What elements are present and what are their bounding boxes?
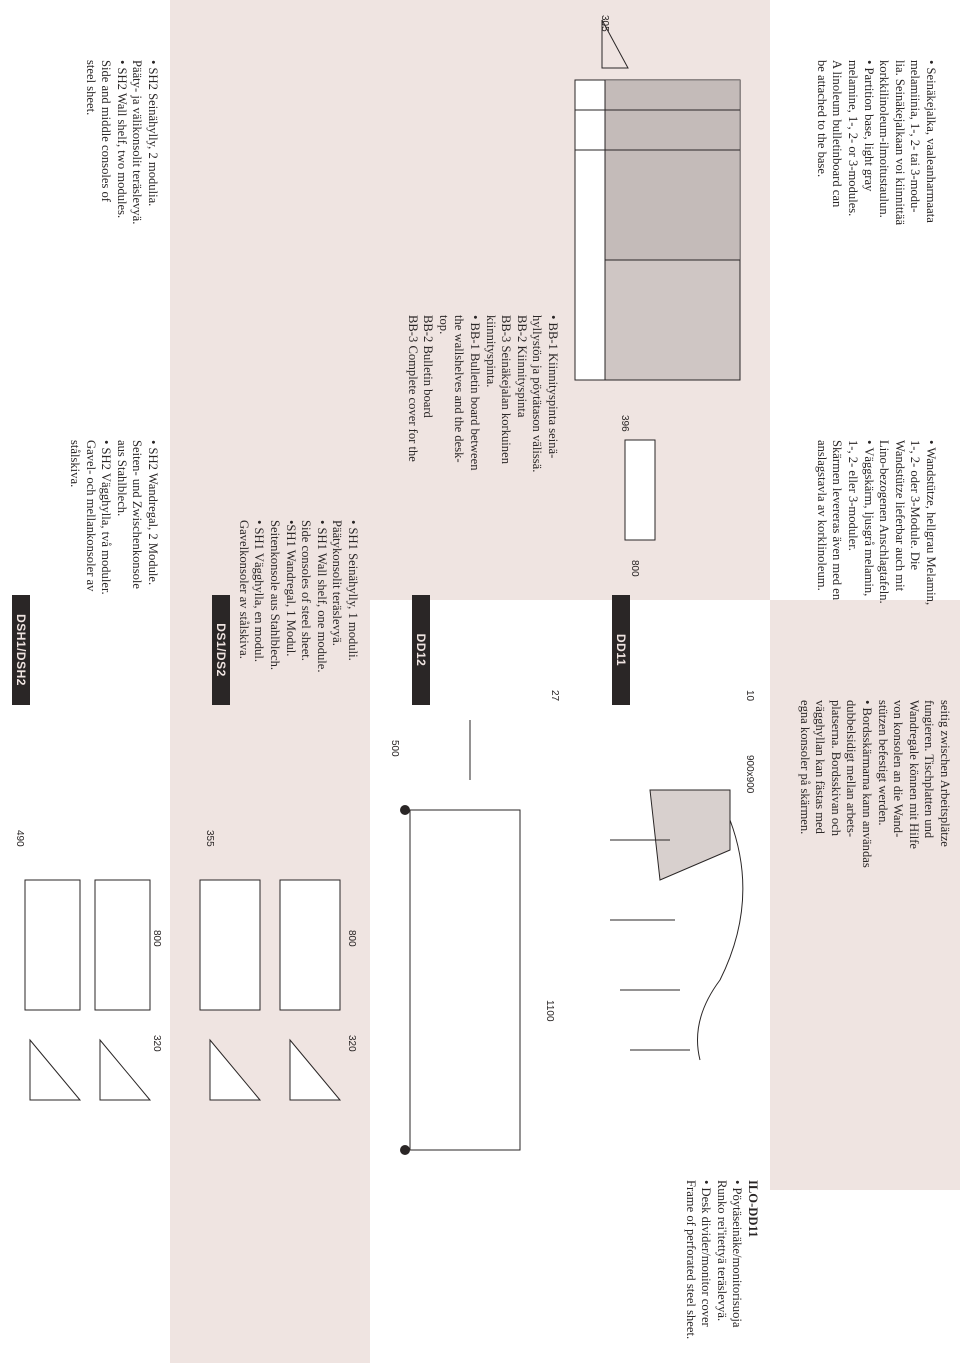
- dim-800-dsh: 800: [151, 930, 162, 947]
- dim-305: 305: [599, 15, 610, 32]
- dim-10: 10: [744, 690, 755, 702]
- dd11-text-col1: • Seinäkejalka, vaaleanharmaata melamiinia, 1-, 2- tai 3-modu- lia. Seinäkejalkaan voi kiinnittää korkkilinoleum-ilmoitustaulun. • Partition base, light gray melamine, 1-, 2- or 3-modules. A linoleum bulletinboard can be attached to the base.: [814, 60, 938, 226]
- dd11-drawing: [570, 760, 770, 1180]
- dd12-label: DD12: [412, 595, 430, 705]
- partition-side-view: [615, 400, 675, 550]
- dim-900x900: 900x900: [744, 755, 755, 794]
- dim-320-ds: 320: [346, 1035, 357, 1052]
- dsh-text-col2: • SH2 Wandregal, 2 Module. Seiten- und Zwischenkonsole aus Stahlblech. • SH2 Vägghylla, två moduler. Gavel- och mellankonsoler av stålskiva.: [68, 440, 160, 595]
- dim-355: 355: [204, 830, 215, 847]
- dim-27: 27: [549, 690, 560, 702]
- dd11-text-col3: seitig zwischen Arbeitsplätze fungieren. Tischplatten und Wandregale können mit Hilfe von konsolen an die Wand- stützen befestigt werden. • Bordsskärmarna kann användas dubbelsidigt mellan arbets- platserna. Bordsskivan och vägghyllan kan fästas med egna konsoler på skärmen.: [797, 700, 952, 868]
- ds-drawing: [180, 800, 350, 1220]
- section-dd12-pink: [370, 0, 570, 600]
- dim-800-ds: 800: [346, 930, 357, 947]
- dim-490: 490: [14, 830, 25, 847]
- dd12-drawing: [390, 700, 540, 1180]
- ds-text: • SH1 Seinähylly, 1 moduli. Päätykonsolit teräslevyä. • SH1 Wall shelf, one module. Side consoles of steel sheet. •SH1 Wandregal, 1 Modul. Seitenkonsole aus Stahlblech. • SH1 Vägghylla, en modul. Gavelkonsoler av stålskiva.: [236, 520, 360, 673]
- dim-320-dsh: 320: [151, 1035, 162, 1052]
- section-dd11-pink: [770, 600, 960, 1190]
- dd11-text-col2: • Wandstütze, hellgrau Melamin, 1-, 2- oder 3-Module. Die Wandstütze lieferbar auch mit Lino-bezogenen Anschlagtafeln. • Väggskärm, ljusgrå melamin, 1-, 2- eller 3-moduler. Skärmen levereras även med en anslagstavla av korklinoleum.: [814, 440, 938, 606]
- dim-1100: 1100: [544, 1000, 555, 1022]
- dim-800: 800: [629, 560, 640, 577]
- dsh-drawing: [10, 800, 160, 1220]
- partition-foot-icon: [600, 18, 630, 78]
- dd11-label: DD11: [612, 595, 630, 705]
- ilo-dd11-block: ILO-DD11 • Pöytäseinäke/monitorisuoja Runko rei'itettyä teräslevyä. • Desk divider/monitor cover Frame of perforated steel sheet.: [683, 1180, 760, 1340]
- dim-396: 396: [619, 415, 630, 432]
- ds-label: DS1/DS2: [212, 595, 230, 705]
- dsh-label: DSH1/DSH2: [12, 595, 30, 705]
- dd12-text: • BB-1 Kiinnityspinta seinä- hyllystön ja pöytätason välissä. BB-2 Kiinnityspinta BB-3 Seinäkejalan korkuinen kiinnityspinta. • BB-1 Bulletin board between the wallshelves and the desk- top. BB-2 Bulletin board BB-3 Complete cover for the: [405, 315, 560, 473]
- dim-500: 500: [389, 740, 400, 757]
- dsh-text-col1: • SH2 Seinähylly, 2 modulia. Pääty- ja välikonsolit teräslevyä. • SH2 Wall shelf, two modules. Side and middle consoles of steel sheet.: [83, 60, 160, 225]
